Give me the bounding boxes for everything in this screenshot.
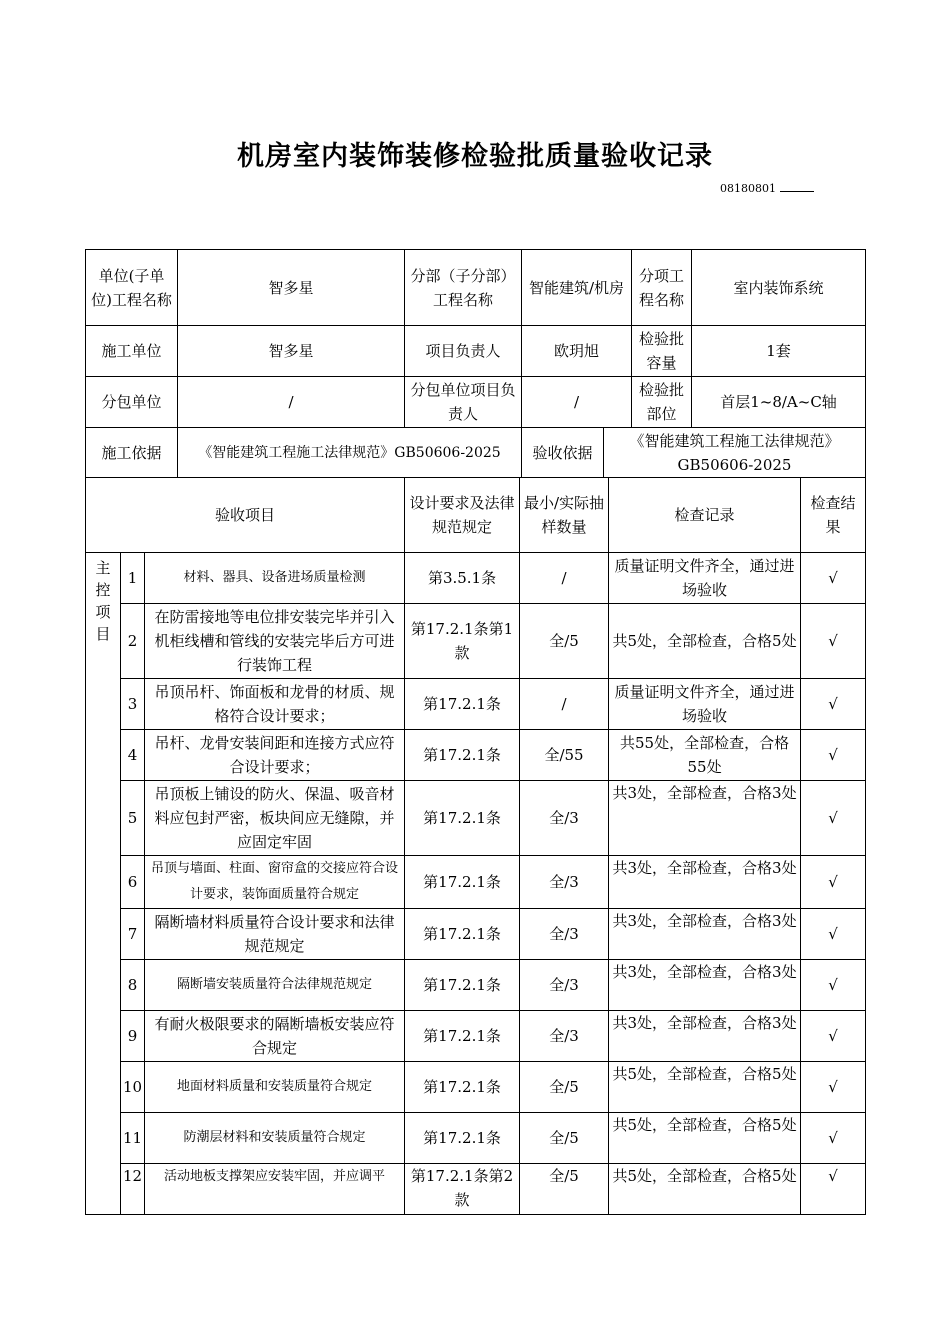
item-result: √ [801, 604, 866, 679]
item-result: √ [801, 909, 866, 960]
item-number: 3 [121, 679, 145, 730]
items-header-row [86, 478, 866, 553]
item-description: 吊顶吊杆、饰面板和龙骨的材质、规格符合设计要求； [145, 679, 405, 730]
item-row [86, 553, 866, 604]
item-sample: / [520, 679, 609, 730]
item-number: 1 [121, 553, 145, 604]
item-description: 吊顶与墙面、柱面、窗帘盒的交接应符合设计要求，装饰面质量符合规定 [145, 856, 405, 909]
item-number: 7 [121, 909, 145, 960]
item-row [86, 730, 866, 781]
info-value: 首层1~8/A~C轴 [692, 377, 866, 428]
item-number: 10 [121, 1062, 145, 1113]
header-item: 验收项目 [86, 478, 405, 553]
info-label: 分包单位 [86, 377, 178, 428]
item-requirement: 第17.2.1条 [405, 909, 520, 960]
group-label-char: 主 [95, 559, 111, 577]
header-result: 检查结果 [801, 478, 866, 553]
info-value: / [178, 377, 405, 428]
item-result: √ [801, 1113, 866, 1164]
item-requirement: 第3.5.1条 [405, 553, 520, 604]
item-result: √ [801, 553, 866, 604]
item-requirement: 第17.2.1条 [405, 1062, 520, 1113]
item-result: √ [801, 1062, 866, 1113]
info-value: 智能建筑/机房 [522, 250, 632, 326]
item-row [86, 1062, 866, 1113]
item-record: 共5处，全部检查，合格5处 [609, 1164, 801, 1215]
item-record: 共5处，全部检查，合格5处 [609, 1062, 801, 1113]
item-row [86, 1164, 866, 1215]
page-title: 机房室内装饰装修检验批质量验收记录 [237, 141, 713, 172]
item-requirement: 第17.2.1条 [405, 856, 520, 909]
info-value: 《智能建筑工程施工法律规范》GB50606-2025 [604, 428, 866, 478]
item-description: 防潮层材料和安装质量符合规定 [145, 1113, 405, 1164]
info-row-subcontractor [86, 377, 866, 428]
item-result: √ [801, 730, 866, 781]
info-value: 智多星 [178, 250, 405, 326]
info-label: 验收依据 [522, 428, 604, 478]
item-sample: 全/55 [520, 730, 609, 781]
info-label: 施工依据 [86, 428, 178, 478]
item-row [86, 856, 866, 909]
header-requirement: 设计要求及法律规范规定 [405, 478, 520, 553]
info-value: 室内装饰系统 [692, 250, 866, 326]
item-requirement: 第17.2.1条 [405, 1113, 520, 1164]
item-record: 共3处，全部检查，合格3处 [609, 856, 801, 909]
item-requirement: 第17.2.1条第2款 [405, 1164, 520, 1215]
info-value: 欧玥旭 [522, 326, 632, 377]
group-label-char: 控 [95, 581, 111, 599]
item-result: √ [801, 960, 866, 1011]
item-number: 12 [121, 1164, 145, 1215]
item-sample: / [520, 553, 609, 604]
item-record: 质量证明文件齐全，通过进场验收 [609, 679, 801, 730]
item-description: 隔断墙材料质量符合设计要求和法律规范规定 [145, 909, 405, 960]
item-sample: 全/3 [520, 960, 609, 1011]
info-value: 1套 [692, 326, 866, 377]
info-row-basis [86, 428, 866, 478]
group-label-main-control [86, 553, 121, 1215]
item-record: 共55处，全部检查，合格55处 [609, 730, 801, 781]
item-number: 9 [121, 1011, 145, 1062]
item-row [86, 604, 866, 679]
header-record: 检查记录 [609, 478, 801, 553]
item-number: 6 [121, 856, 145, 909]
group-label-char: 项 [95, 603, 111, 621]
item-row [86, 1011, 866, 1062]
item-record: 质量证明文件齐全，通过进场验收 [609, 553, 801, 604]
item-description: 地面材料质量和安装质量符合规定 [145, 1062, 405, 1113]
form-code [720, 181, 814, 195]
form-code-blank [780, 181, 814, 192]
item-sample: 全/3 [520, 781, 609, 856]
info-row-contractor [86, 326, 866, 377]
item-sample: 全/5 [520, 1062, 609, 1113]
info-label: 分项工程名称 [632, 250, 692, 326]
item-sample: 全/3 [520, 856, 609, 909]
item-row [86, 781, 866, 856]
item-sample: 全/3 [520, 1011, 609, 1062]
header-sample: 最小/实际抽样数量 [520, 478, 609, 553]
item-record: 共3处，全部检查，合格3处 [609, 909, 801, 960]
item-description: 有耐火极限要求的隔断墙板安装应符合规定 [145, 1011, 405, 1062]
item-record: 共5处，全部检查，合格5处 [609, 604, 801, 679]
item-row [86, 960, 866, 1011]
item-number: 11 [121, 1113, 145, 1164]
info-value: / [522, 377, 632, 428]
item-record: 共3处，全部检查，合格3处 [609, 960, 801, 1011]
info-label: 分部（子分部）工程名称 [405, 250, 522, 326]
item-sample: 全/5 [520, 1164, 609, 1215]
item-record: 共3处，全部检查，合格3处 [609, 1011, 801, 1062]
item-result: √ [801, 1011, 866, 1062]
inspection-items-table [85, 477, 866, 1215]
item-description: 材料、器具、设备进场质量检测 [145, 553, 405, 604]
item-description: 在防雷接地等电位排安装完毕并引入机柜线槽和管线的安装完毕后方可进行装饰工程 [145, 604, 405, 679]
info-label: 分包单位项目负责人 [405, 377, 522, 428]
item-number: 2 [121, 604, 145, 679]
item-requirement: 第17.2.1条 [405, 679, 520, 730]
info-row-project [86, 250, 866, 326]
item-description: 隔断墙安装质量符合法律规范规定 [145, 960, 405, 1011]
info-label: 检验批部位 [632, 377, 692, 428]
item-number: 4 [121, 730, 145, 781]
item-result: √ [801, 679, 866, 730]
info-label: 项目负责人 [405, 326, 522, 377]
item-row [86, 909, 866, 960]
info-value: 《智能建筑工程施工法律规范》GB50606-2025 [178, 428, 522, 478]
item-sample: 全/3 [520, 909, 609, 960]
item-requirement: 第17.2.1条第1款 [405, 604, 520, 679]
item-result: √ [801, 781, 866, 856]
form-code-number: 08180801 [720, 182, 776, 195]
info-label: 检验批容量 [632, 326, 692, 377]
item-description: 活动地板支撑架应安装牢固，并应调平 [145, 1164, 405, 1215]
item-row [86, 1113, 866, 1164]
info-label: 施工单位 [86, 326, 178, 377]
group-label-char: 目 [95, 625, 111, 643]
item-description: 吊杆、龙骨安装间距和连接方式应符合设计要求； [145, 730, 405, 781]
item-number: 5 [121, 781, 145, 856]
item-record: 共3处，全部检查，合格3处 [609, 781, 801, 856]
item-description: 吊顶板上铺设的防火、保温、吸音材料应包封严密，板块间应无缝隙，并应固定牢固 [145, 781, 405, 856]
item-requirement: 第17.2.1条 [405, 960, 520, 1011]
item-sample: 全/5 [520, 604, 609, 679]
item-row [86, 679, 866, 730]
item-result: √ [801, 856, 866, 909]
item-number: 8 [121, 960, 145, 1011]
info-label: 单位(子单位)工程名称 [86, 250, 178, 326]
item-sample: 全/5 [520, 1113, 609, 1164]
item-requirement: 第17.2.1条 [405, 1011, 520, 1062]
item-result: √ [801, 1164, 866, 1215]
item-requirement: 第17.2.1条 [405, 730, 520, 781]
item-requirement: 第17.2.1条 [405, 781, 520, 856]
item-record: 共5处，全部检查，合格5处 [609, 1113, 801, 1164]
info-value: 智多星 [178, 326, 405, 377]
project-info-table [85, 249, 866, 478]
